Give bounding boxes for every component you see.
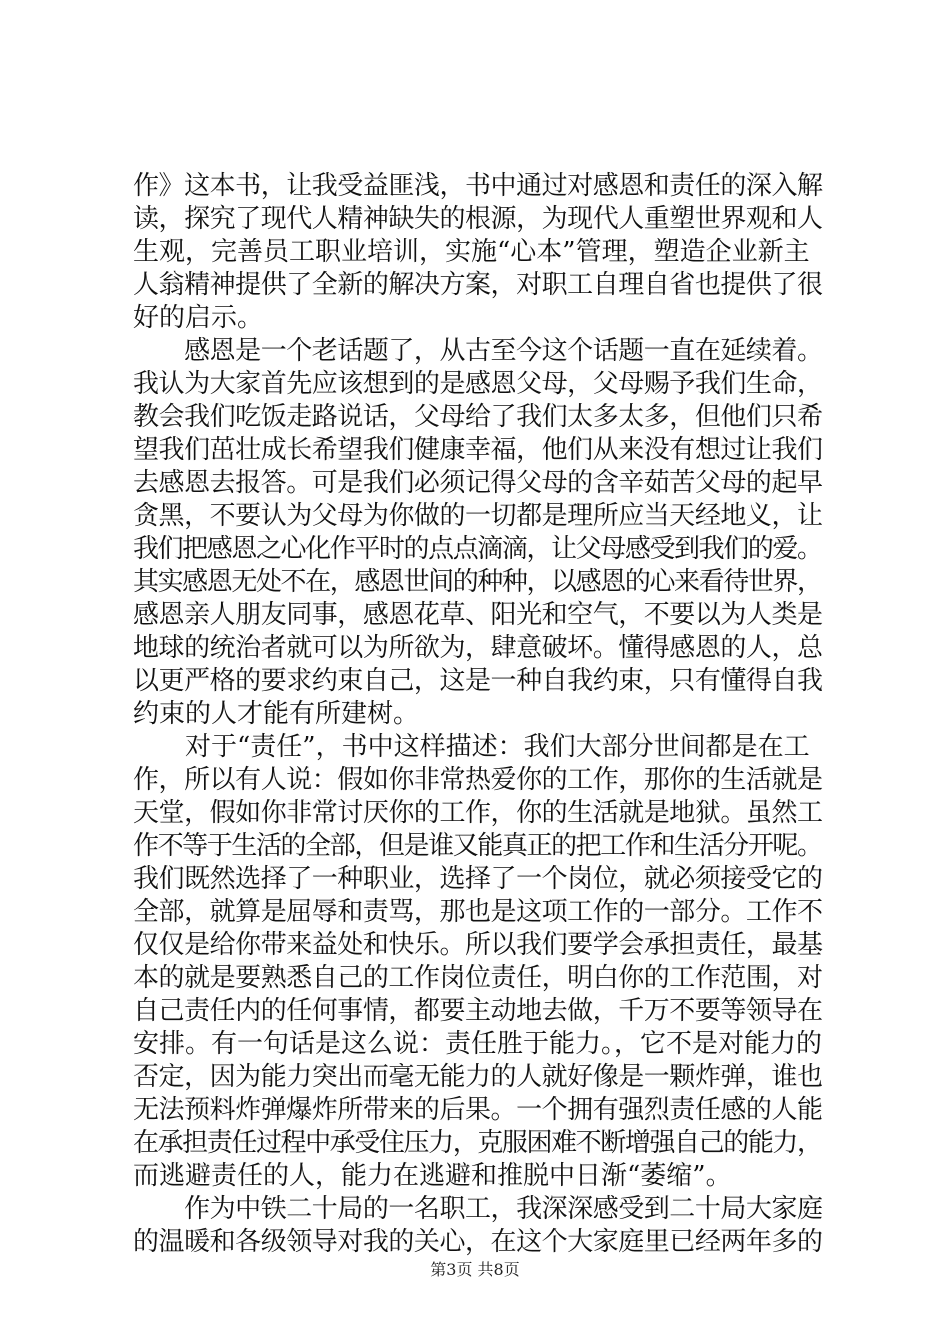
text-line: 本的就是要熟悉自己的工作岗位责任，明白你的工作范围，对 xyxy=(133,963,823,993)
text-line: 全部，就算是屈辱和责骂，那也是这项工作的一部分。工作不 xyxy=(133,897,823,927)
text-line: 否定，因为能力突出而毫无能力的人就好像是一颗炸弹，谁也 xyxy=(133,1062,823,1092)
text-line: 感恩亲人朋友同事，感恩花草、阳光和空气，不要以为人类是 xyxy=(133,600,823,630)
text-line: 天堂，假如你非常讨厌你的工作，你的生活就是地狱。虽然工 xyxy=(133,798,823,828)
text-line: 无法预料炸弹爆炸所带来的后果。一个拥有强烈责任感的人能 xyxy=(133,1095,823,1125)
text-line: 作不等于生活的全部，但是谁又能真正的把工作和生活分开呢。 xyxy=(133,831,822,861)
text-line: 读，探究了现代人精神缺失的根源，为现代人重塑世界观和人 xyxy=(133,204,823,234)
text-line: 我们既然选择了一种职业，选择了一个岗位，就必须接受它的 xyxy=(133,864,823,894)
text-line: 感恩是一个老话题了，从古至今这个话题一直在延续着。 xyxy=(133,336,823,366)
text-line: 我认为大家首先应该想到的是感恩父母，父母赐予我们生命， xyxy=(133,369,823,399)
text-line: 约束的人才能有所建树。 xyxy=(133,699,420,729)
text-line: 而逃避责任的人，能力在逃避和推脱中日渐“萎缩”。 xyxy=(133,1161,732,1191)
text-line: 去感恩去报答。可是我们必须记得父母的含辛茹苦父母的起早 xyxy=(133,468,823,498)
text-line: 的温暖和各级领导对我的关心，在这个大家庭里已经两年多的 xyxy=(133,1227,823,1257)
text-line: 其实感恩无处不在，感恩世间的种种，以感恩的心来看待世界， xyxy=(133,567,822,597)
text-line: 地球的统治者就可以为所欲为，肆意破坏。懂得感恩的人，总 xyxy=(133,633,823,663)
text-line: 我们把感恩之心化作平时的点点滴滴，让父母感受到我们的爱。 xyxy=(133,534,822,564)
text-line: 人翁精神提供了全新的解决方案，对职工自理自省也提供了很 xyxy=(133,270,823,300)
text-line: 仅仅是给你带来益处和快乐。所以我们要学会承担责任，最基 xyxy=(133,930,823,960)
text-line: 作，所以有人说：假如你非常热爱你的工作，那你的生活就是 xyxy=(133,765,823,795)
text-line: 对于“责任”，书中这样描述：我们大部分世间都是在工 xyxy=(133,732,810,762)
text-line: 望我们茁壮成长希望我们健康幸福，他们从来没有想过让我们 xyxy=(133,435,823,465)
text-line: 生观，完善员工职业培训，实施“心本”管理，塑造企业新主 xyxy=(133,237,810,267)
text-line: 教会我们吃饭走路说话，父母给了我们太多太多，但他们只希 xyxy=(133,402,823,432)
text-line: 贪黑，不要认为父母为你做的一切都是理所应当天经地义，让 xyxy=(133,501,823,531)
text-line: 以更严格的要求约束自己，这是一种自我约束，只有懂得自我 xyxy=(133,666,823,696)
text-line: 作为中铁二十局的一名职工，我深深感受到二十局大家庭 xyxy=(133,1194,823,1224)
text-line: 作》这本书，让我受益匪浅，书中通过对感恩和责任的深入解 xyxy=(133,171,823,201)
text-line: 安排。有一句话是这么说：责任胜于能力。，它不是对能力的 xyxy=(133,1029,823,1059)
text-line: 在承担责任过程中承受住压力，克服困难不断增强自己的能力， xyxy=(133,1128,822,1158)
text-line: 好的启示。 xyxy=(133,303,264,333)
page-footer: 第3页 共8页 xyxy=(430,1260,520,1279)
text-line: 自己责任内的任何事情，都要主动地去做，千万不要等领导在 xyxy=(133,996,823,1026)
document-body xyxy=(133,170,823,1259)
